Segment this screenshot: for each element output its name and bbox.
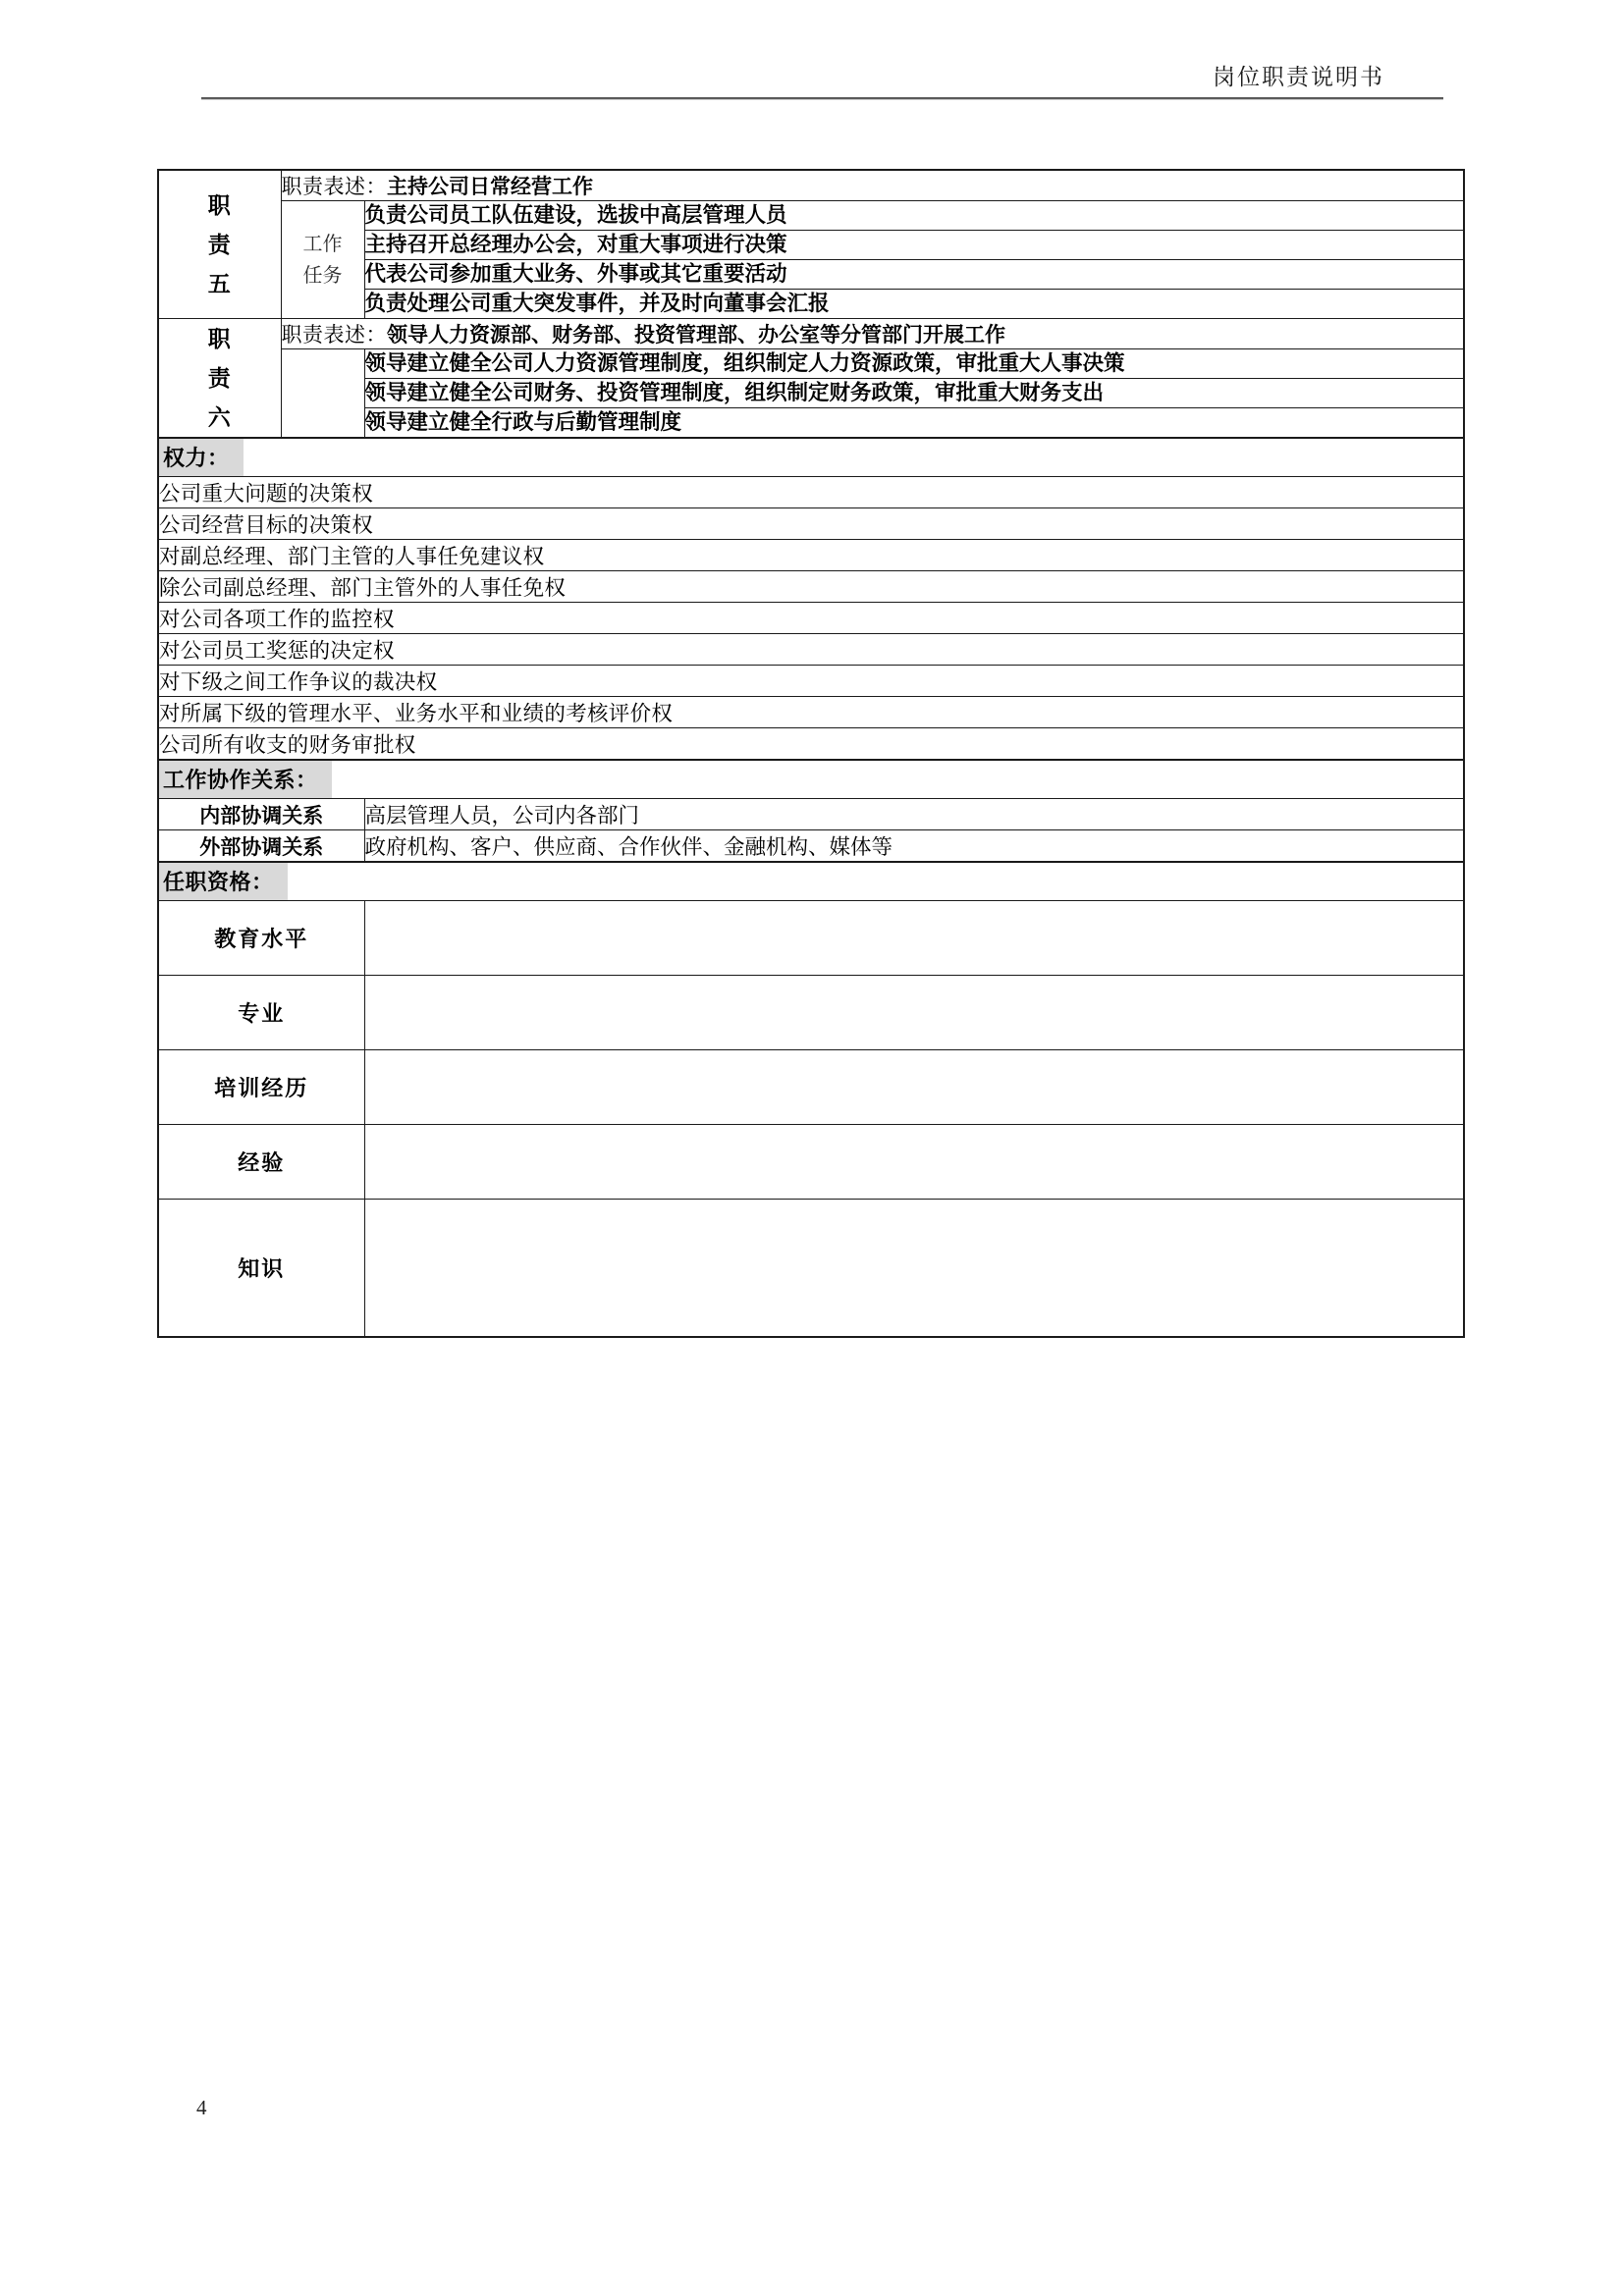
table-row xyxy=(158,603,1464,634)
duty-label-char: 职 xyxy=(207,326,232,352)
table-row xyxy=(158,540,1464,571)
table-row xyxy=(158,634,1464,666)
qualification-label: 经验 xyxy=(158,1125,364,1200)
duty-statement-text: 领导人力资源部、财务部、投资管理部、办公室等分管部门开展工作 xyxy=(387,324,1005,347)
qualification-value[interactable] xyxy=(364,901,1464,976)
task-label-5 xyxy=(281,201,364,319)
authority-item: 对所属下级的管理水平、业务水平和业绩的考核评价权 xyxy=(158,697,1464,728)
task-label-6 xyxy=(281,349,364,439)
duty-task-item: 负责公司员工队伍建设，选拔中高层管理人员 xyxy=(364,201,1464,231)
header-title: 岗位职责说明书 xyxy=(1213,65,1384,89)
authority-item: 公司所有收支的财务审批权 xyxy=(158,728,1464,761)
table-row xyxy=(158,1125,1464,1200)
table-row xyxy=(158,571,1464,603)
duty-statement-prefix: 职责表述： xyxy=(281,176,387,198)
table-row xyxy=(158,760,1464,799)
job-description-table xyxy=(157,169,1465,1338)
duty-statement-5 xyxy=(281,170,1464,201)
qualification-heading-row xyxy=(158,862,1464,901)
qualification-label: 教育水平 xyxy=(158,901,364,976)
authority-item: 公司重大问题的决策权 xyxy=(158,477,1464,508)
table-row xyxy=(158,477,1464,508)
duty-task-item: 代表公司参加重大业务、外事或其它重要活动 xyxy=(364,260,1464,290)
task-label-char: 工作 xyxy=(302,233,343,255)
duty-statement-6 xyxy=(281,319,1464,349)
table-row xyxy=(158,862,1464,901)
qualification-value[interactable] xyxy=(364,1125,1464,1200)
qualification-label: 知识 xyxy=(158,1200,364,1337)
header-rule xyxy=(201,97,1443,100)
collaboration-heading: 工作协作关系： xyxy=(159,761,332,798)
table-row xyxy=(158,1050,1464,1125)
collaboration-heading-row xyxy=(158,760,1464,799)
qualification-heading: 任职资格： xyxy=(159,863,288,900)
authority-item: 对公司员工奖惩的决定权 xyxy=(158,634,1464,666)
table-row xyxy=(158,1200,1464,1337)
table-row xyxy=(158,976,1464,1050)
duty-label-6 xyxy=(158,319,281,439)
table-row xyxy=(158,508,1464,540)
duty-statement-text: 主持公司日常经营工作 xyxy=(387,176,593,198)
table-row xyxy=(158,349,1464,379)
qualification-value[interactable] xyxy=(364,1200,1464,1337)
authority-item: 对公司各项工作的监控权 xyxy=(158,603,1464,634)
collaboration-label: 外部协调关系 xyxy=(158,830,364,863)
collaboration-label: 内部协调关系 xyxy=(158,799,364,830)
duty-label-5 xyxy=(158,170,281,319)
page-number: 4 xyxy=(196,2096,207,2119)
duty-label-char: 职 xyxy=(207,192,232,219)
table-row xyxy=(158,319,1464,349)
duty-label-char: 责 xyxy=(207,365,232,392)
authority-item: 对副总经理、部门主管的人事任免建议权 xyxy=(158,540,1464,571)
authority-heading: 权力： xyxy=(159,439,244,476)
authority-item: 对下级之间工作争议的裁决权 xyxy=(158,666,1464,697)
duty-task-item: 领导建立健全公司财务、投资管理制度，组织制定财务政策，审批重大财务支出 xyxy=(364,379,1464,408)
table-row xyxy=(158,170,1464,201)
duty-task-item: 主持召开总经理办公会，对重大事项进行决策 xyxy=(364,231,1464,260)
collaboration-value: 高层管理人员，公司内各部门 xyxy=(364,799,1464,830)
task-label-char: 任务 xyxy=(302,264,343,287)
table-row xyxy=(158,728,1464,761)
table-row xyxy=(158,666,1464,697)
authority-heading-row xyxy=(158,438,1464,477)
duty-task-item: 领导建立健全行政与后勤管理制度 xyxy=(364,408,1464,439)
table-row xyxy=(158,697,1464,728)
duty-statement-prefix: 职责表述： xyxy=(281,324,387,347)
collaboration-value: 政府机构、客户、供应商、合作伙伴、金融机构、媒体等 xyxy=(364,830,1464,863)
duty-task-item: 负责处理公司重大突发事件，并及时向董事会汇报 xyxy=(364,290,1464,319)
table-row xyxy=(158,799,1464,830)
qualification-label: 培训经历 xyxy=(158,1050,364,1125)
authority-item: 公司经营目标的决策权 xyxy=(158,508,1464,540)
table-row xyxy=(158,201,1464,231)
qualification-value[interactable] xyxy=(364,976,1464,1050)
duty-task-item: 领导建立健全公司人力资源管理制度，组织制定人力资源政策，审批重大人事决策 xyxy=(364,349,1464,379)
duty-label-char: 五 xyxy=(207,271,232,297)
qualification-label: 专业 xyxy=(158,976,364,1050)
table-row xyxy=(158,901,1464,976)
authority-item: 除公司副总经理、部门主管外的人事任免权 xyxy=(158,571,1464,603)
qualification-value[interactable] xyxy=(364,1050,1464,1125)
table-row xyxy=(158,438,1464,477)
page-header xyxy=(201,59,1443,100)
table-row xyxy=(158,830,1464,863)
duty-label-char: 责 xyxy=(207,232,232,258)
duty-label-char: 六 xyxy=(207,404,232,431)
